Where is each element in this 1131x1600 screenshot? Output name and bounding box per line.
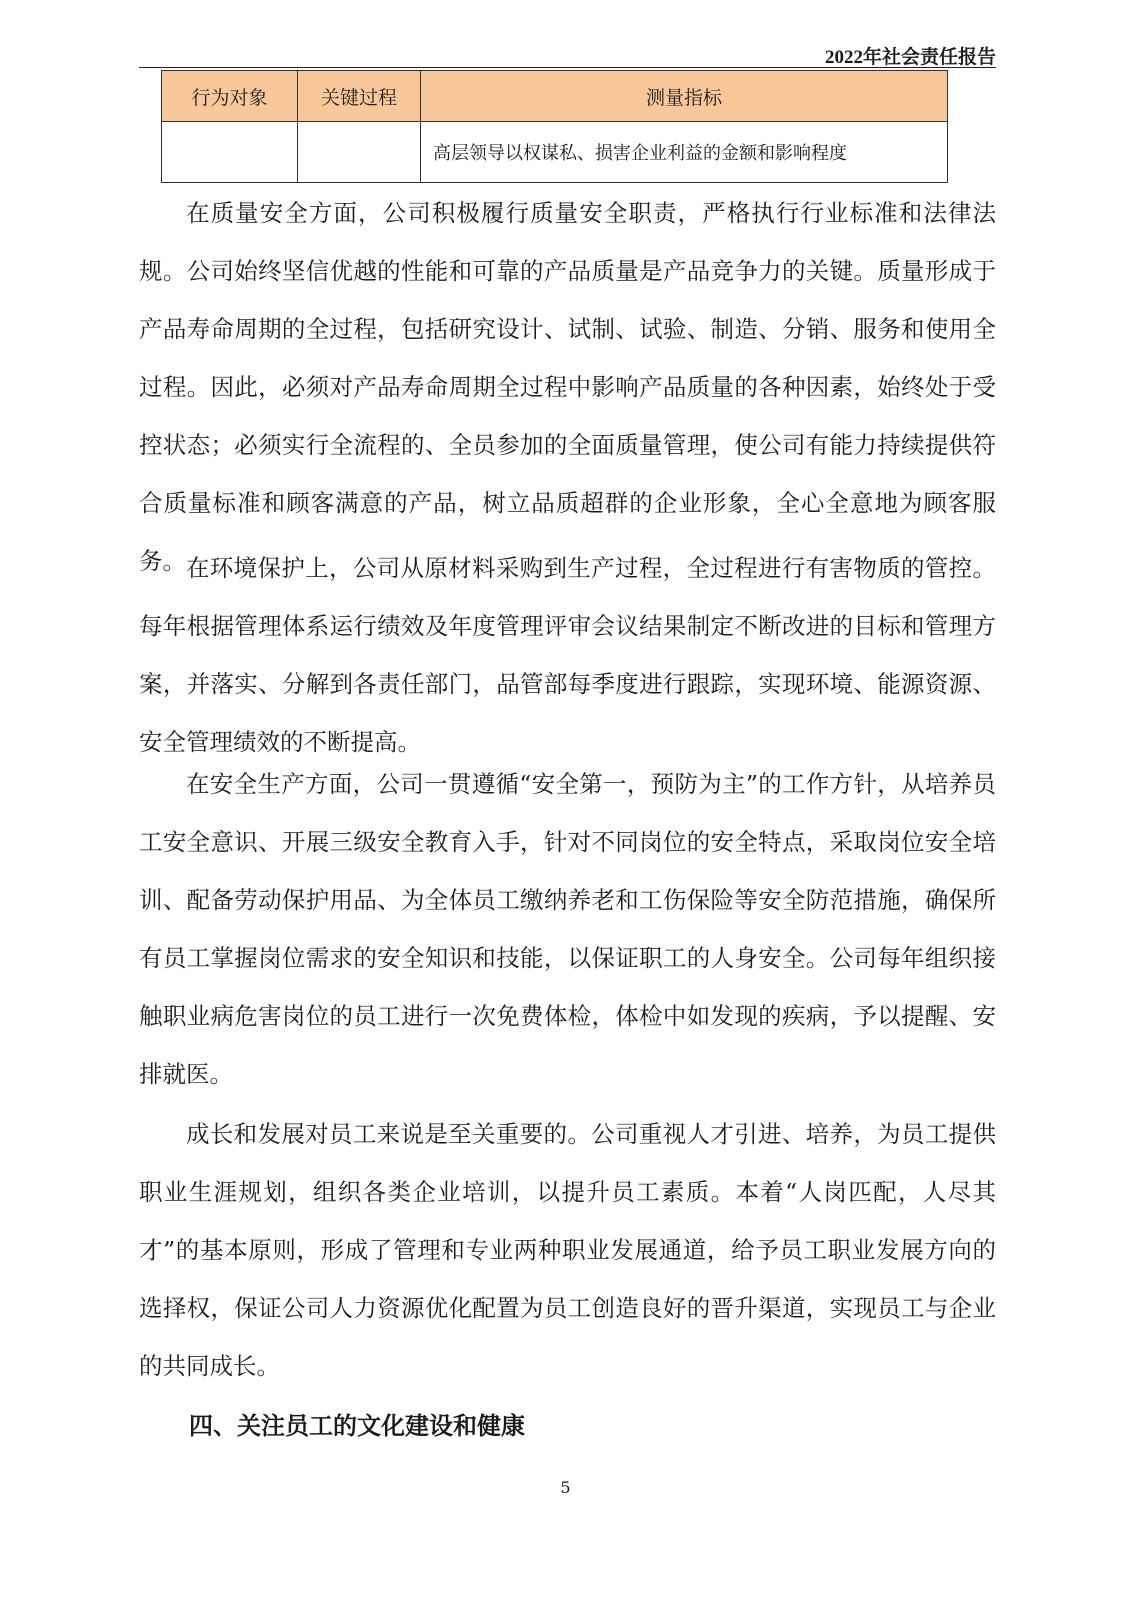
paragraph-quality-safety: 在质量安全方面，公司积极履行质量安全职责，严格执行行业标准和法律法规。公司始终坚信优越的性能和可靠的产品质量是产品竞争力的关键。质量形成于产品寿命周期的全过程，包括研究设计、试制、试验、制造、分销、服务和使用全过程。因此，必须对产品寿命周期全过程中影响产品质量的各种因素，始终处于受控状态；必须实行全流程的、全员参加的全面质量管理，使公司有能力持续提供符合质量标准和顾客满意的产品，树立品质超群的企业形象，全心全意地为顾客服务。 xyxy=(139,199,996,575)
paragraph-environment: 在环境保护上，公司从原材料采购到生产过程，全过程进行有害物质的管控。每年根据管理体系运行绩效及年度管理评审会议结果制定不断改进的目标和管理方案，并落实、分解到各责任部门，品管部每季度进行跟踪，实现环境、能源资源、安全管理绩效的不断提高。 xyxy=(139,554,996,756)
metrics-table xyxy=(161,70,948,183)
paragraph-growth: 成长和发展对员工来说是至关重要的。公司重视人才引进、培养，为员工提供职业生涯规划，组织各类企业培训，以提升员工素质。本着“人岗匹配，人尽其才”的基本原则，形成了管理和专业两种职业发展通道，给予员工职业发展方向的选择权，保证公司人力资源优化配置为员工创造良好的晋升渠道，实现员工与企业的共同成长。 xyxy=(139,1120,996,1380)
table-cell: 高层领导以权谋私、损害企业利益的金额和影响程度 xyxy=(421,122,948,183)
header-rule xyxy=(139,67,996,68)
table-row xyxy=(162,122,948,183)
table-header-row xyxy=(162,71,948,122)
section-heading: 四、关注员工的文化建设和健康 xyxy=(189,1411,525,1440)
table-header-cell: 测量指标 xyxy=(421,71,948,122)
table-header-cell: 行为对象 xyxy=(162,71,298,122)
table-cell xyxy=(162,122,298,183)
page-number: 5 xyxy=(560,1478,571,1497)
page-header-title: 2022年社会责任报告 xyxy=(824,47,996,68)
table-cell xyxy=(298,122,421,183)
paragraph-production-safety: 在安全生产方面，公司一贯遵循“安全第一，预防为主”的工作方针，从培养员工安全意识、开展三级安全教育入手，针对不同岗位的安全特点，采取岗位安全培训、配备劳动保护用品、为全体员工缴纳养老和工伤保险等安全防范措施，确保所有员工掌握岗位需求的安全知识和技能，以保证职工的人身安全。公司每年组织接触职业病危害岗位的员工进行一次免费体检，体检中如发现的疾病，予以提醒、安排就医。 xyxy=(139,770,996,1088)
table-header-cell: 关键过程 xyxy=(298,71,421,122)
